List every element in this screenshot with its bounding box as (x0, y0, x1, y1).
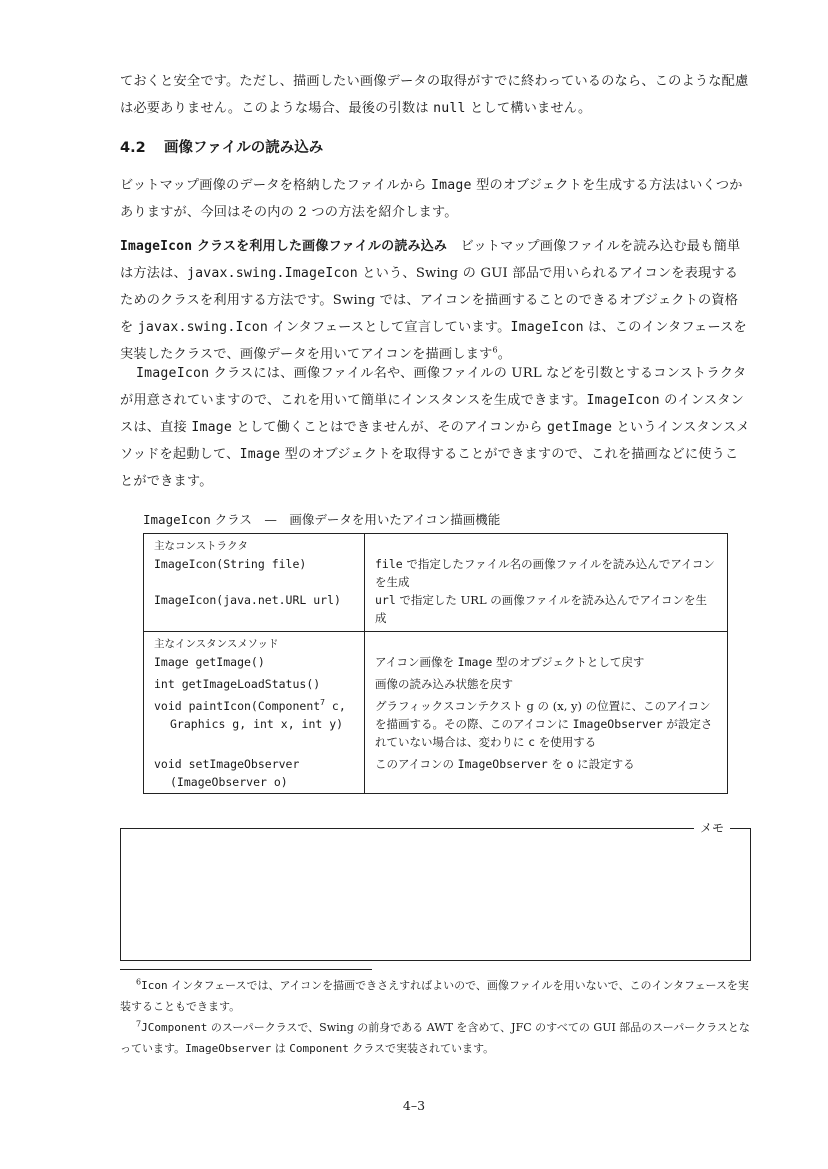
run-in-heading: ImageIcon クラスを利用した画像ファイルの読み込み (120, 239, 448, 254)
table-group-header: 主なインスタンスメソッド (144, 632, 728, 654)
paragraph-imageicon-usage: ImageIcon クラスには、画像ファイル名や、画像ファイルの URL などを引数とするコンストラクタが用意されていますので、これを用いて簡単にインスタンスを生成できます。ImageIcon のインスタンスは、直接 Image として働くことはできませんが、そのアイコンから getImage というインスタンスメソッドを起動して、Image 型のオブジェクトを取得することができますので、これを描画などに使うことができます。 (120, 366, 750, 489)
table-row: Image getImage() アイコン画像を Image 型のオブジェクトとして戻す (144, 653, 728, 671)
section-number: 4.2 (120, 140, 146, 156)
paragraph-methods-intro: ビットマップ画像のデータを格納したファイルから Image 型のオブジェクトを生成する方法はいくつかありますが、今回はその内の 2 つの方法を紹介します。 (120, 178, 743, 220)
paragraph-imageicon: ImageIcon クラスを利用した画像ファイルの読み込み ビットマップ画像ファイルを読み込む最も簡単は方法は、javax.swing.ImageIcon という、Swing の GUI 部品で用いられるアイコンを表現するためのクラスを利用する方法です。Swing では、アイコンを描画することのできるオブジェクトの資格を javax.swing.Icon インタフェースとして宣言しています。ImageIcon は、このインタフェースを実装したクラスで、画像データを用いてアイコンを描画します$^6$。 (120, 239, 747, 362)
footnote-ref: 7 (320, 698, 325, 708)
paragraph-intro: ておくと安全です。ただし、描画したい画像データの取得がすでに終わっているのなら、このような配慮は必要ありません。このような場合、最後の引数は null として構いません。 (120, 74, 749, 116)
table-row: ImageIcon(String file) file で指定したファイル名の画像ファイルを読み込んでアイコンを生成 (144, 555, 728, 591)
inline-code: null (433, 101, 466, 116)
inline-code: Image (430, 178, 472, 193)
api-table (143, 533, 728, 794)
table-caption: ImageIcon クラス — 画像データを用いたアイコン描画機能 (143, 512, 501, 527)
memo-label: メモ (694, 820, 730, 836)
footnote-6: $^6$Icon インタフェースでは、アイコンを描画できさえすればよいので、画像ファイルを用いないで、このインタフェースを実装することもできます。 (120, 977, 749, 1013)
page-number: 4–3 (402, 1098, 426, 1113)
footnote-ref: 6 (492, 345, 498, 355)
table-row: void setImageObserver (ImageObserver o) このアイコンの ImageObserver を o に設定する (144, 751, 728, 794)
table-row: void paintIcon(Component$^7$ c, Graphics g, int x, int y) グラフィックスコンテクスト g の (x, y) の位置に、このアイコンを描画する。その際、このアイコンに ImageObserver が設定されていない場合は、変わりに c を使用する (144, 693, 728, 751)
section-heading (120, 136, 323, 157)
table-row: int getImageLoadStatus() 画像の読み込み状態を戻す (144, 671, 728, 693)
footnote-7: $^7$JComponent のスーパークラスで、Swing の前身である AWT を含めて、JFC のすべての GUI 部品のスーパークラスとなっています。ImageObserver は Component クラスで実装されています。 (120, 1019, 750, 1055)
memo-box (120, 821, 751, 961)
section-title: 画像ファイルの読み込み (164, 140, 324, 156)
footnote-divider (120, 969, 372, 970)
table-group-header: 主なコンストラクタ (144, 534, 728, 556)
table-row: ImageIcon(java.net.URL url) url で指定した URL の画像ファイルを読み込んでアイコンを生成 (144, 591, 728, 632)
